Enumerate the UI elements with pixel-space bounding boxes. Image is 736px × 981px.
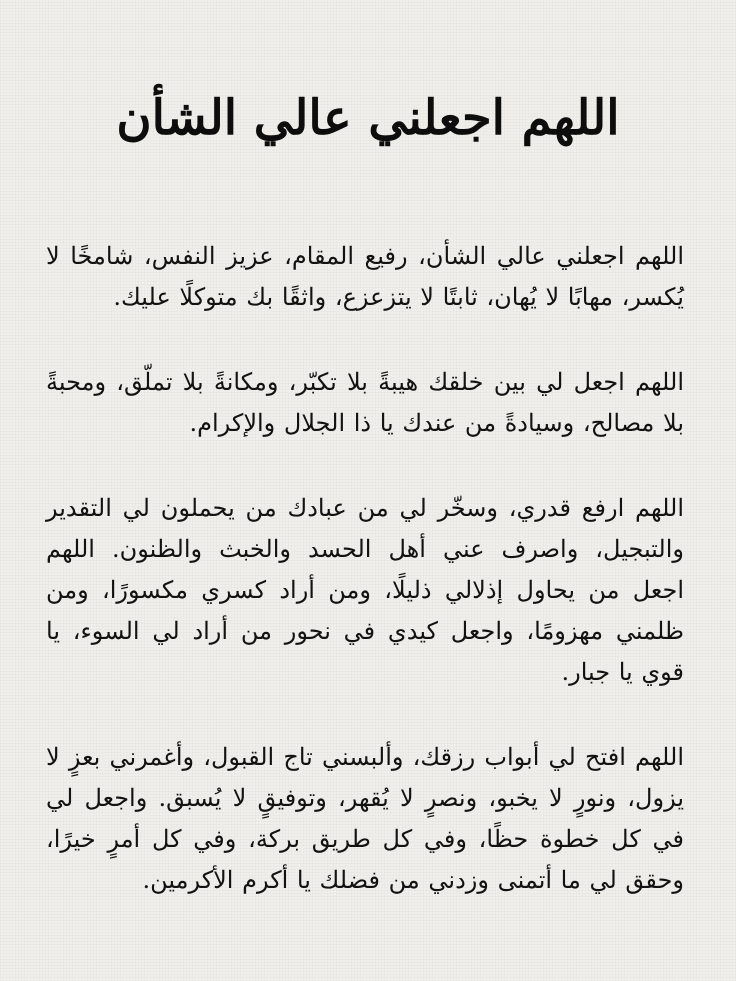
prayer-paragraph-2: اللهم اجعل لي بين خلقك هيبةً بلا تكبّر، ومكانةً بلا تملّق، ومحبةً بلا مصالح، وسيادةً من عندك يا ذا الجلال والإكرام.	[46, 368, 684, 437]
prayer-paragraph-3: اللهم ارفع قدري، وسخّر لي من عبادك من يحملون لي التقدير والتبجيل، واصرف عني أهل الحسد والخبث والظنون. اللهم اجعل من يحاول إذلالي ذليلًا، ومن أراد كسري مكسورًا، ومن ظلمني مهزومًا، واجعل كيدي في نحور من أراد لي السوء، يا قوي يا جبار.	[46, 494, 684, 686]
prayer-body	[46, 236, 684, 901]
prayer-paragraph-1: اللهم اجعلني عالي الشأن، رفيع المقام، عزيز النفس، شامخًا لا يُكسر، مهابًا لا يُهان، ثابتًا لا يتزعزع، واثقًا بك متوكلًا عليك.	[46, 242, 684, 311]
prayer-paragraph-4: اللهم افتح لي أبواب رزقك، وألبسني تاج القبول، وأغمرني بعزٍ لا يزول، ونورٍ لا يخبو، ونصرٍ لا يُقهر، وتوفيقٍ لا يُسبق. واجعل لي في كل خطوة حظًا، وفي كل طريق بركة، وفي كل أمرٍ خيرًا، وحقق لي ما أتمنى وزدني من فضلك يا أكرم الأكرمين.	[46, 743, 684, 894]
page-title: اللهم اجعلني عالي الشأن	[116, 90, 620, 146]
